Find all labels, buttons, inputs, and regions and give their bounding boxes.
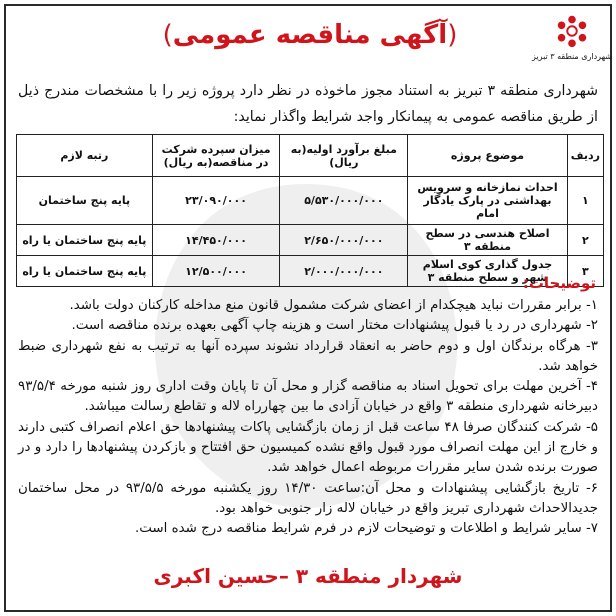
cell-deposit: ۱۲/۵۰۰/۰۰۰: [152, 256, 280, 287]
table-header-row: [17, 135, 604, 177]
list-item: ۳- هرگاه برندگان اول و دوم حاضر به انعقاد قرارداد نشوند سپرده آنها به ترتیب به نفع شهرداری ضبط خواهد شد.: [18, 338, 598, 374]
tender-table: [16, 134, 604, 287]
cell-subject: احداث نمازخانه و سرویس بهداشتی در پارک یادگار امام: [408, 177, 568, 225]
title-text: آگهی مناقصه عمومی: [172, 20, 448, 50]
list-item: ۲- شهرداری در رد یا قبول پیشنهادات مختار است و هزینه چاپ آگهی بعهده برنده مناقصه است.: [71, 318, 598, 334]
cell-estimate: ۲/۰۰۰/۰۰۰/۰۰۰: [280, 256, 408, 287]
header-rank: رتبه لازم: [17, 135, 153, 177]
list-item: ۴- آخرین مهلت برای تحویل اسناد به مناقصه گزار و محل آن تا پایان وقت اداری روز شنبه مورخه ۹۳/۵/۴ دبیرخانه شهرداری منطقه ۳ واقع در خیابان آزادی ما بین چهارراه لاله و تقاطع رسالت میباشد.: [18, 379, 598, 415]
cell-row-number: ۳: [567, 256, 603, 287]
header-estimate: مبلغ برآورد اولیه(به ریال): [280, 135, 408, 177]
title-open-paren: (: [447, 20, 458, 50]
header-subject: موضوع پروژه: [408, 135, 568, 177]
cell-rank: پایه پنج ساختمان: [17, 177, 153, 225]
list-item: ۶- تاریخ بازگشایی پیشنهادات و محل آن:ساعت ۱۴/۳۰ روز یکشنبه مورخه ۹۳/۵/۵ در محل ساختمان جدیدالاحداث شهرداری تبریز واقع در خیابان لاله زار جنوبی خواهد بود.: [18, 480, 598, 516]
intro-paragraph: شهرداری منطقه ۳ تبریز به استناد مجوز ماخوذه در نظر دارد پروژه زیر را با مشخصات مندرج ذیل از طریق مناقصه عمومی به پیمانکار واجد شرایط واگذار نماید:: [18, 83, 598, 125]
list-item: ۱- برابر مقررات نباید هیچکدام از اعضای شرکت مشمول قانون منع مداخله کارکنان دولت باشد.: [69, 298, 598, 313]
header: [6, 6, 614, 72]
cell-rank: پایه پنج ساختمان یا راه: [17, 225, 153, 256]
page-title: [6, 20, 614, 50]
list-item: ۷- سایر شرایط و اطلاعات و توضیحات لازم در فرم شرایط مناقصه درج شده است.: [134, 521, 598, 537]
logo-caption: شهرداری منطقه ۳ تبریز: [532, 52, 612, 61]
cell-rank: پایه پنج ساختمان یا راه: [17, 256, 153, 287]
advertisement-frame: [4, 4, 612, 612]
cell-deposit: ۲۳/۰۹۰/۰۰۰: [152, 177, 280, 225]
signature-line: شهردار منطقه ۳ –حسین اکبری: [153, 564, 463, 588]
cell-row-number: ۲: [567, 225, 603, 256]
header-row-number: ردیف: [567, 135, 603, 177]
cell-estimate: ۵/۵۳۰/۰۰۰/۰۰۰: [280, 177, 408, 225]
notes-list: [18, 296, 598, 540]
table-row: [17, 225, 604, 256]
notes-heading: توضیحات:: [522, 274, 596, 292]
title-close-paren: ): [162, 20, 173, 50]
cell-deposit: ۱۴/۴۵۰/۰۰۰: [152, 225, 280, 256]
cell-estimate: ۲/۶۵۰/۰۰۰/۰۰۰: [280, 225, 408, 256]
cell-subject: جدول گذاری کوی اسلام شهر و سطح منطقه ۳: [408, 256, 568, 287]
table-row: [17, 256, 604, 287]
cell-subject: اصلاح هندسی در سطح منطقه ۳: [408, 225, 568, 256]
cell-row-number: ۱: [567, 177, 603, 225]
table-row: [17, 177, 604, 225]
list-item: ۵- شرکت کنندگان صرفا ۴۸ ساعت قبل از زمان بازگشایی پاکات پیشنهادها حق اعلام انصراف کتبی دارند و خارج از این مهلت انصراف مورد قبول واقع نشده کمیسیون حق افتتاح و بازکردن پیشنهادها را دارد و در صورت برنده شدن سایر مقررات مربوطه اعمال خواهد شد.: [18, 419, 598, 476]
header-deposit: میزان سپرده شرکت در مناقصه(به ریال): [152, 135, 280, 177]
